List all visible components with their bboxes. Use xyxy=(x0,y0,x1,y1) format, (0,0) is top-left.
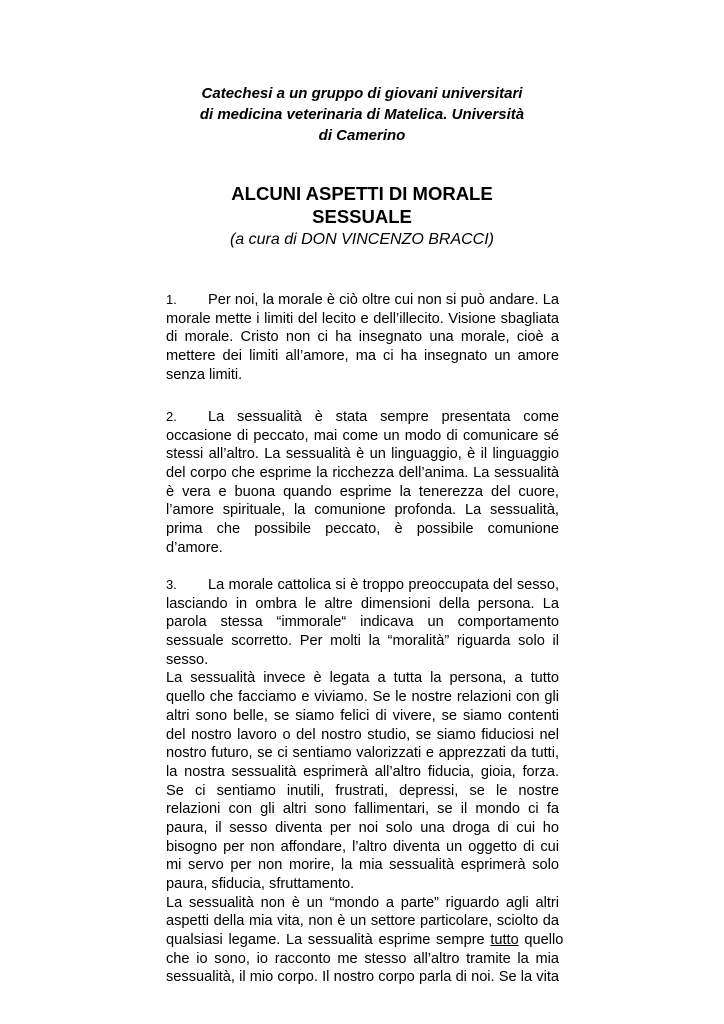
subtitle-line: di medicina veterinaria di Matelica. Università xyxy=(199,106,525,123)
section-3 xyxy=(166,576,564,987)
title-line: ALCUNI ASPETTI DI MORALE xyxy=(231,183,493,204)
document-editor: (a cura di DON VINCENZO BRACCI) xyxy=(229,231,495,248)
paragraph-line: stessi all’altro. La sessualità è un linguaggio, è il linguaggio xyxy=(166,446,559,463)
paragraph-line xyxy=(166,408,559,427)
paragraph-line: è vera e buona quando esprime la tenerezza del cuore, xyxy=(166,483,559,500)
paragraph-line xyxy=(166,576,559,595)
paragraph-line: relazioni con gli altri sono fallimentari, se il mondo ci fa xyxy=(166,801,559,818)
document-title xyxy=(166,182,558,228)
section-number: 3. xyxy=(166,577,177,592)
paragraph-line: bisogno per non affondare, l’altro diventa un oggetto di cui xyxy=(166,838,559,855)
line-text: La morale cattolica si è troppo preoccupata del sesso, xyxy=(208,577,559,593)
paragraph-line xyxy=(166,291,559,310)
section-number: 1. xyxy=(166,292,177,307)
subtitle-line: di Camerino xyxy=(318,127,406,144)
paragraph-line: altri sono belle, se siamo felici di vivere, se siamo contenti xyxy=(166,707,559,724)
paragraph-line: aspetti della mia vita, non è un settore particolare, sciolto da xyxy=(166,913,559,930)
paragraph-line: nostro futuro, se ci sentiamo valorizzati e apprezzati da tutti, xyxy=(166,745,559,762)
paragraph-line: la nostra sessualità esprimerà all’altro fiducia, gioia, forza. xyxy=(166,763,559,780)
paragraph-line: del corpo che esprime la ricchezza dell’anima. La sessualità xyxy=(166,465,559,482)
paragraph-line: Se ci sentiamo inutili, frustrati, depressi, se le nostre xyxy=(166,782,559,799)
underlined-word: tutto xyxy=(490,932,519,949)
paragraph-line: sessuale scorretto. Per molti la “moralità” riguarda solo il xyxy=(166,633,559,650)
paragraph-line: d’amore. xyxy=(166,539,223,556)
paragraph-line: mi servo per non morire, la mia sessualità esprimerà solo xyxy=(166,857,559,874)
line-text: qualsiasi legame. La sessualità esprime sempre xyxy=(166,932,491,949)
paragraph-line: senza limiti. xyxy=(166,366,243,383)
section-number: 2. xyxy=(166,409,177,424)
paragraph-line: paura, il sesso diventa per noi solo una droga di cui ho xyxy=(166,819,559,836)
paragraph-line: che io sono, io racconto me stesso all’altro tramite la mia xyxy=(166,950,559,967)
paragraph-line: occasione di peccato, mai come un modo di comunicare sé xyxy=(166,427,559,444)
paragraph-line: La sessualità invece è legata a tutta la persona, a tutto xyxy=(166,670,559,687)
paragraph-line: sesso. xyxy=(166,651,209,668)
line-text: quello xyxy=(518,932,564,949)
subtitle-line: Catechesi a un gruppo di giovani universitari xyxy=(201,85,523,102)
line-text: La sessualità è stata sempre presentata come xyxy=(208,409,559,425)
paragraph-line: paura, sfiducia, sfruttamento. xyxy=(166,876,355,892)
section-2 xyxy=(166,408,559,558)
paragraph-line: quello che facciamo e viviamo. Se le nostre relazioni con gli xyxy=(166,689,559,706)
paragraph-line: prima che possibile peccato, è possibile comunione xyxy=(166,521,559,538)
paragraph-line: di morale. Cristo non ci ha insegnato una morale, cioè a xyxy=(166,329,559,346)
paragraph-line xyxy=(166,931,564,950)
paragraph-line: parola stessa “immorale“ indicava un comportamento xyxy=(166,614,559,631)
document-subtitle xyxy=(166,83,558,146)
paragraph-line: mettere dei limiti all’amore, ma ci ha insegnato un amore xyxy=(166,348,559,365)
paragraph-line: sessualità, il mio corpo. Il nostro corpo parla di noi. Se la vita xyxy=(166,969,559,986)
paragraph-line: lasciando in ombra le altre dimensioni della persona. La xyxy=(166,595,559,612)
paragraph-line: l’amore spirituale, la comunione profonda. La sessualità, xyxy=(166,502,559,519)
line-text: Per noi, la morale è ciò oltre cui non si può andare. La xyxy=(208,292,559,308)
paragraph-line: morale mette i limiti del lecito e dell’illecito. Visione sbagliata xyxy=(166,310,559,327)
section-1 xyxy=(166,291,559,384)
paragraph-line: del nostro lavoro o del nostro studio, se siamo fiduciosi nel xyxy=(166,726,559,743)
paragraph-line: La sessualità non è un “mondo a parte” riguardo agli altri xyxy=(166,894,559,911)
title-line: SESSUALE xyxy=(312,206,412,227)
